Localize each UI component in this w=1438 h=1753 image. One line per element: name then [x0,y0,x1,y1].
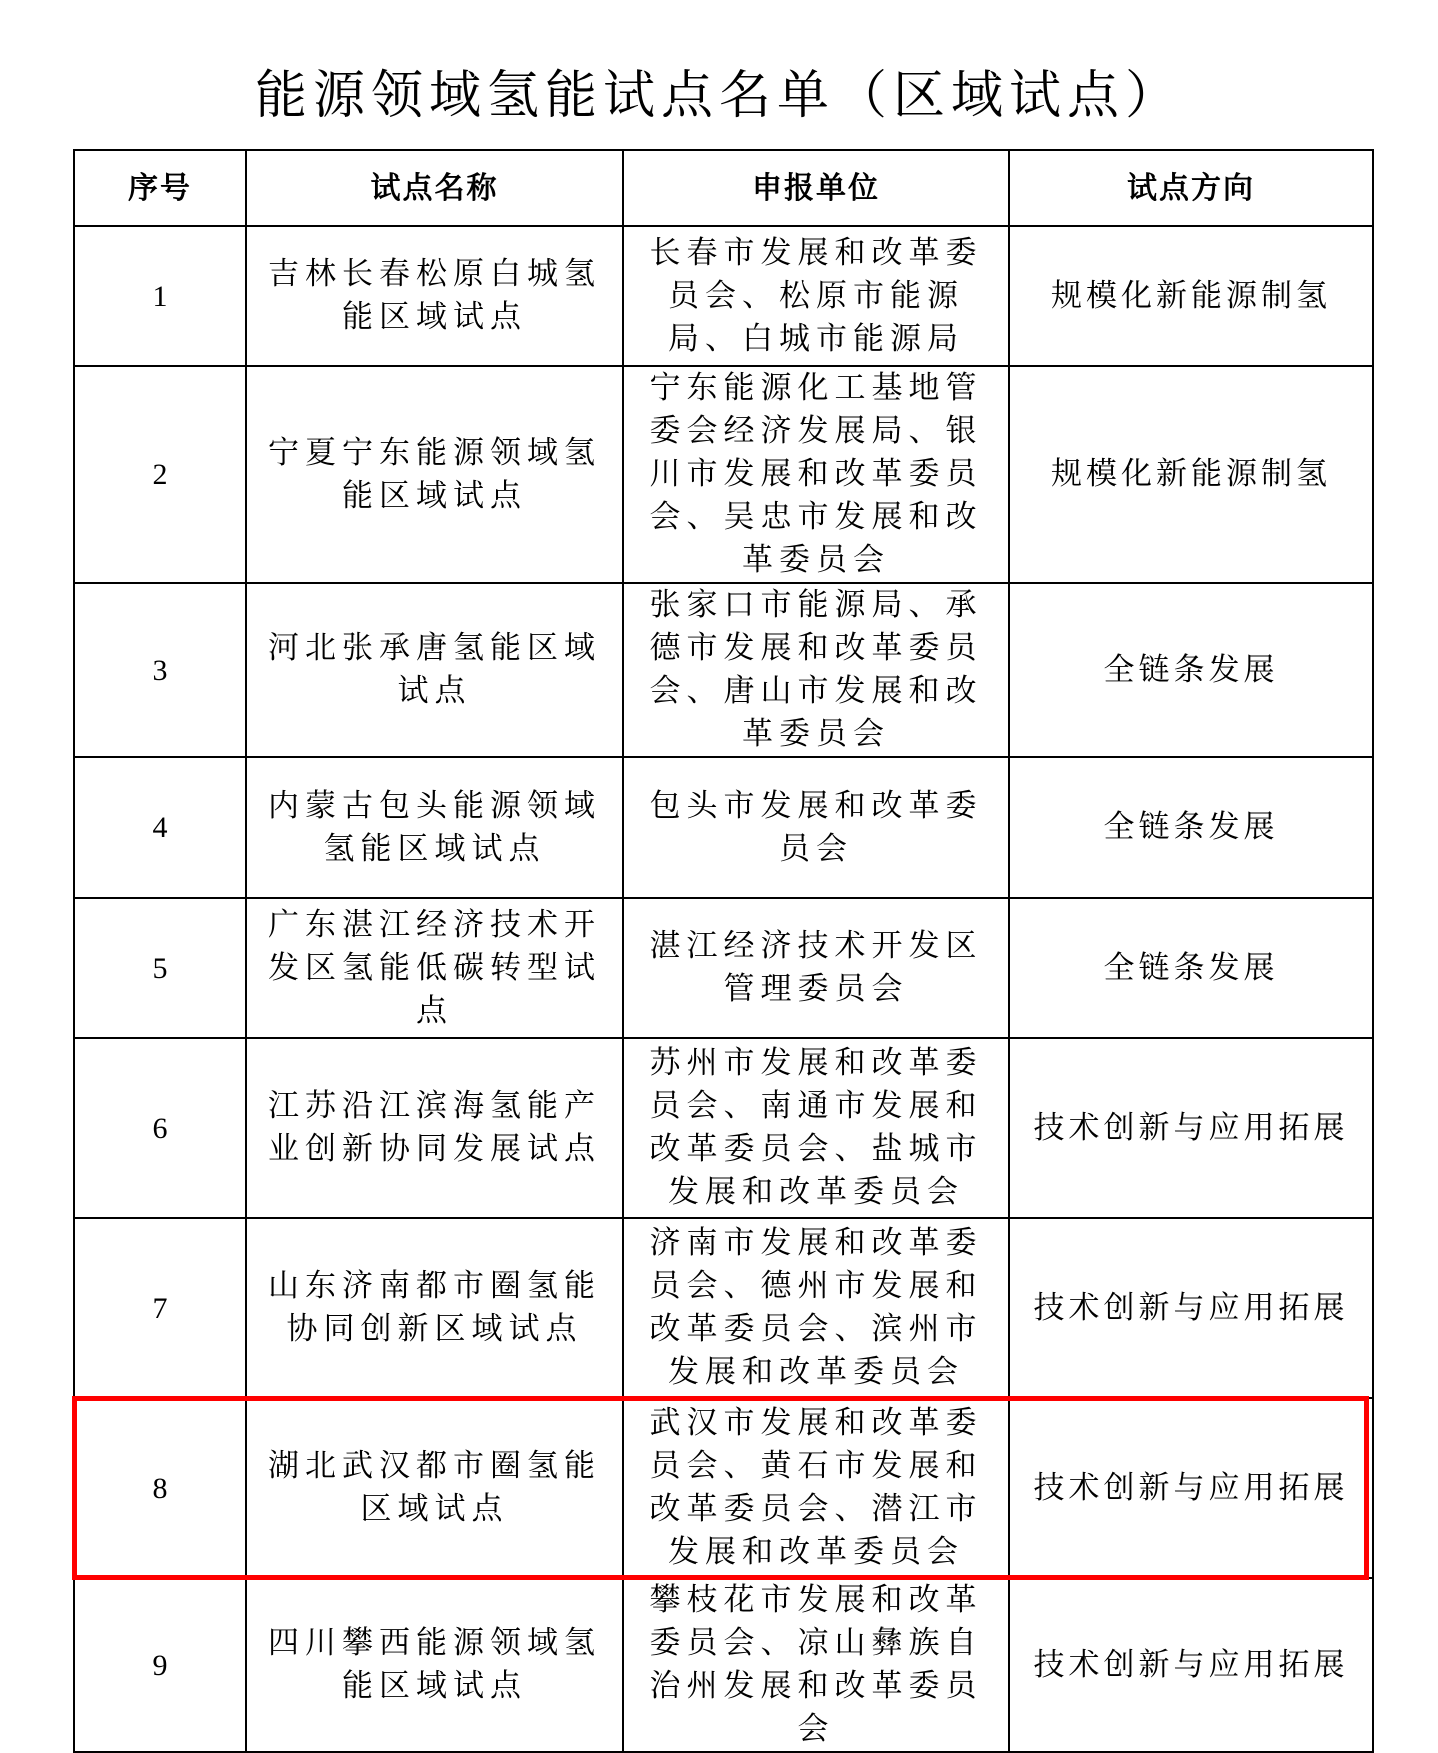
row-pilot-direction: 全链条发展 [1009,898,1373,1038]
row-pilot-direction: 技术创新与应用拓展 [1009,1218,1373,1398]
row-index: 5 [74,898,246,1038]
table-row [74,1218,1373,1398]
header-index: 序号 [74,150,246,226]
row-index: 3 [74,583,246,757]
row-pilot-name: 吉林长春松原白城氢能区域试点 [246,226,623,366]
table-row [74,898,1373,1038]
row-pilot-name: 江苏沿江滨海氢能产业创新协同发展试点 [246,1038,623,1218]
table-header-row [74,150,1373,226]
row-pilot-direction: 技术创新与应用拓展 [1009,1398,1373,1578]
table-row [74,583,1373,757]
table-row [74,226,1373,366]
row-applicant-unit: 攀枝花市发展和改革委员会、凉山彝族自治州发展和改革委员会 [623,1578,1009,1752]
row-pilot-name: 宁夏宁东能源领域氢能区域试点 [246,366,623,583]
row-index: 2 [74,366,246,583]
row-applicant-unit: 济南市发展和改革委员会、德州市发展和改革委员会、滨州市发展和改革委员会 [623,1218,1009,1398]
table-row [74,1038,1373,1218]
row-pilot-direction: 全链条发展 [1009,583,1373,757]
row-applicant-unit: 苏州市发展和改革委员会、南通市发展和改革委员会、盐城市发展和改革委员会 [623,1038,1009,1218]
row-index: 6 [74,1038,246,1218]
row-pilot-name: 广东湛江经济技术开发区氢能低碳转型试点 [246,898,623,1038]
table-row [74,757,1373,898]
row-applicant-unit: 长春市发展和改革委员会、松原市能源局、白城市能源局 [623,226,1009,366]
row-applicant-unit: 张家口市能源局、承德市发展和改革委员会、唐山市发展和改革委员会 [623,583,1009,757]
row-applicant-unit: 包头市发展和改革委员会 [623,757,1009,898]
table-row-highlighted [74,1398,1373,1578]
table-row [74,366,1373,583]
row-pilot-direction: 规模化新能源制氢 [1009,366,1373,583]
header-pilot-name: 试点名称 [246,150,623,226]
row-pilot-direction: 规模化新能源制氢 [1009,226,1373,366]
row-pilot-name: 河北张承唐氢能区域试点 [246,583,623,757]
page-title: 能源领域氢能试点名单（区域试点） [254,66,1183,126]
row-pilot-name: 内蒙古包头能源领域氢能区域试点 [246,757,623,898]
header-pilot-direction: 试点方向 [1009,150,1373,226]
row-index: 7 [74,1218,246,1398]
row-applicant-unit: 武汉市发展和改革委员会、黄石市发展和改革委员会、潜江市发展和改革委员会 [623,1398,1009,1578]
row-index: 4 [74,757,246,898]
row-pilot-direction: 技术创新与应用拓展 [1009,1038,1373,1218]
table-row [74,1578,1373,1752]
header-applicant-unit: 申报单位 [623,150,1009,226]
row-applicant-unit: 湛江经济技术开发区管理委员会 [623,898,1009,1038]
row-pilot-name: 湖北武汉都市圈氢能区域试点 [246,1398,623,1578]
row-pilot-direction: 全链条发展 [1009,757,1373,898]
row-applicant-unit: 宁东能源化工基地管委会经济发展局、银川市发展和改革委员会、吴忠市发展和改革委员会 [623,366,1009,583]
row-pilot-direction: 技术创新与应用拓展 [1009,1578,1373,1752]
row-index: 8 [74,1398,246,1578]
row-pilot-name: 山东济南都市圈氢能协同创新区域试点 [246,1218,623,1398]
row-index: 9 [74,1578,246,1752]
pilot-list-table [73,149,1374,1753]
row-index: 1 [74,226,246,366]
row-pilot-name: 四川攀西能源领域氢能区域试点 [246,1578,623,1752]
